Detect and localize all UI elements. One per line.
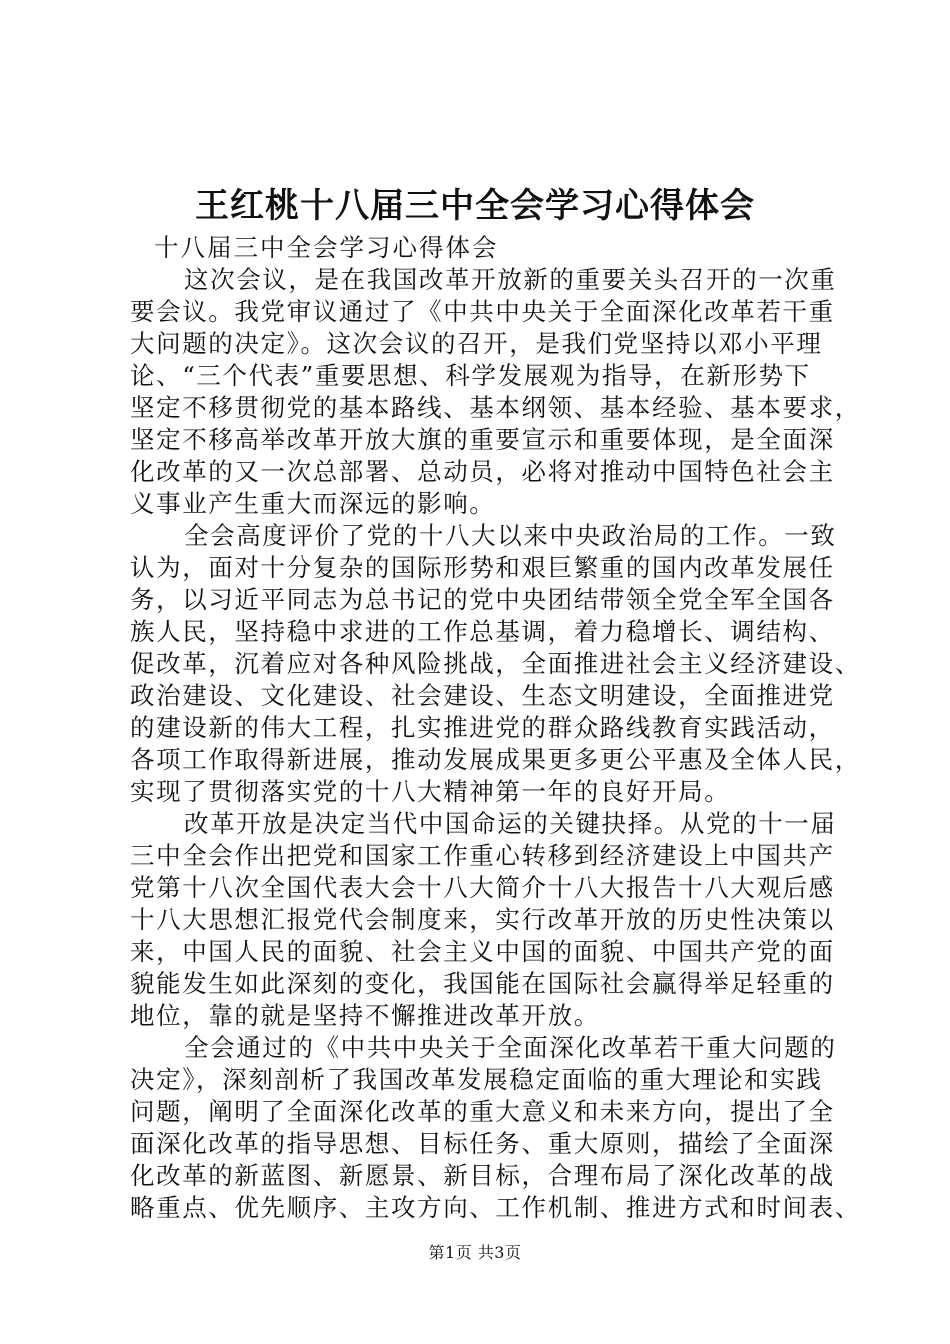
paragraph-1-line: 要会议。我党审议通过了《中共中央关于全面深化改革若干重 [130,297,835,326]
paragraph-2-line: 族人民，坚持稳中求进的工作总基调，着力稳增长、调结构、 [130,617,835,646]
paragraph-1-line: 大问题的决定》。这次会议的召开，是我们党坚持以邓小平理 [130,329,823,358]
paragraph-2-line: 各项工作取得新进展，推动发展成果更多更公平惠及全体人民， [130,745,861,774]
paragraph-2-line: 促改革，沉着应对各种风险挑战，全面推进社会主义经济建设、 [130,649,861,678]
document-title: 王红桃十八届三中全会学习心得体会 [195,186,755,226]
paragraph-2-line: 的建设新的伟大工程，扎实推进党的群众路线教育实践活动， [130,713,835,742]
paragraph-3-line: 地位，靠的就是坚持不懈推进改革开放。 [130,1001,600,1030]
paragraph-3-line: 来，中国人民的面貌、社会主义中国的面貌、中国共产党的面 [130,937,835,966]
paragraph-2-line: 务，以习近平同志为总书记的党中央团结带领全党全军全国各 [130,585,835,614]
paragraph-4-line: 化改革的新蓝图、新愿景、新目标，合理布局了深化改革的战 [130,1161,835,1190]
paragraph-3-line: 三中全会作出把党和国家工作重心转移到经济建设上中国共产 [130,841,835,870]
document-body [130,232,861,1224]
paragraph-1-line: 坚定不移高举改革开放大旗的重要宣示和重要体现，是全面深 [130,425,835,454]
paragraph-4-line: 问题，阐明了全面深化改革的重大意义和未来方向，提出了全 [130,1097,835,1126]
paragraph-3-line: 改革开放是决定当代中国命运的关键抉择。从党的十一届 [184,809,837,838]
paragraph-1-line: 义事业产生重大而深远的影响。 [130,489,496,518]
paragraph-3-line: 党第十八次全国代表大会十八大简介十八大报告十八大观后感 [130,873,835,902]
paragraph-4-line: 决定》，深刻剖析了我国改革发展稳定面临的重大理论和实践 [130,1065,823,1094]
paragraph-2-line: 认为，面对十分复杂的国际形势和艰巨繁重的国内改革发展任 [130,553,835,582]
paragraph-1-line: 坚定不移贯彻党的基本路线、基本纲领、基本经验、基本要求， [130,393,861,422]
paragraph-2-line: 全会高度评价了党的十八大以来中央政治局的工作。一致 [184,521,837,550]
paragraph-3-line: 十八大思想汇报党代会制度来，实行改革开放的历史性决策以 [130,905,835,934]
paragraph-4-line: 略重点、优先顺序、主攻方向、工作机制、推进方式和时间表、 [130,1193,861,1222]
paragraph-1-line: 化改革的又一次总部署、总动员，必将对推动中国特色社会主 [130,457,835,486]
paragraph-2-line: 政治建设、文化建设、社会建设、生态文明建设，全面推进党 [130,681,835,710]
paragraph-1-line: 论、“三个代表”重要思想、科学发展观为指导，在新形势下 [130,361,811,390]
paragraph-4-line: 全会通过的《中共中央关于全面深化改革若干重大问题的 [184,1033,837,1062]
paragraph-1-line: 这次会议，是在我国改革开放新的重要关头召开的一次重 [184,265,837,294]
page-footer: 第1页 共3页 [428,1243,522,1262]
paragraph-3-line: 貌能发生如此深刻的变化，我国能在国际社会赢得举足轻重的 [130,969,835,998]
paragraph-4-line: 面深化改革的指导思想、目标任务、重大原则，描绘了全面深 [130,1129,835,1158]
paragraph-2-line: 实现了贯彻落实党的十八大精神第一年的良好开局。 [130,777,731,806]
document-subtitle: 十八届三中全会学习心得体会 [154,233,499,262]
